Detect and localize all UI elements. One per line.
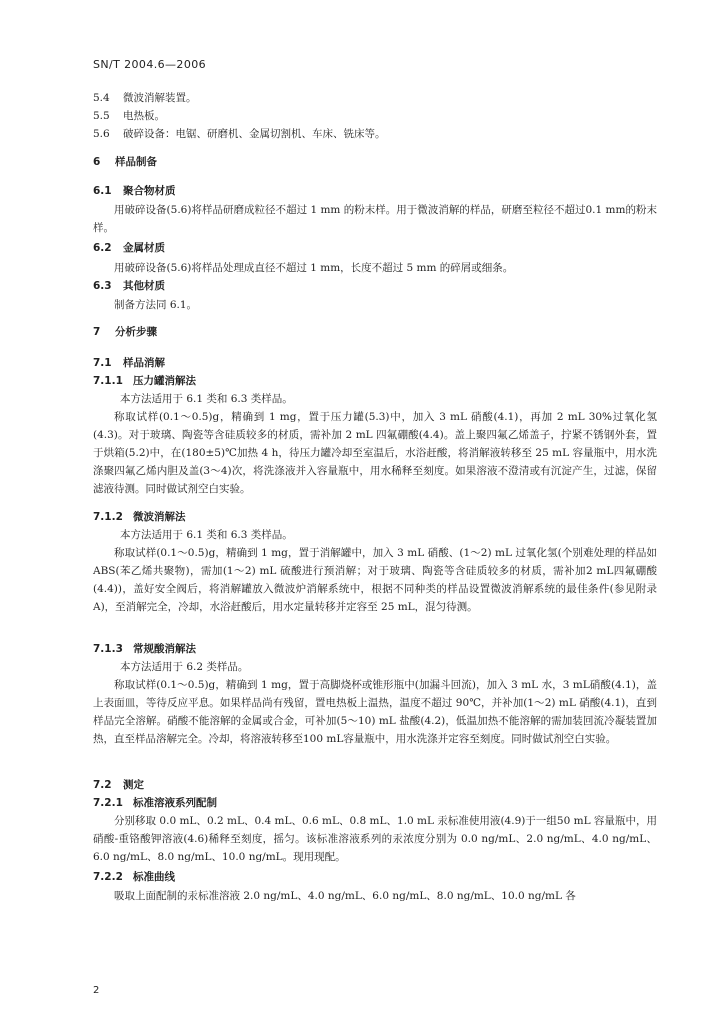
subsection-heading: [93, 279, 165, 293]
section-number: 7.2.1: [93, 797, 123, 809]
paragraph: 分别移取 0.0 mL、0.2 mL、0.4 mL、0.6 mL、0.8 mL、1.0 mL 汞标准使用液(4.9)于一组50 mL 容量瓶中，用硝酸-重铬酸钾溶液(4.6)稀释至刻度，摇匀。该标准溶液系列的汞浓度分别为 0.0 ng/mL、2.0 ng/mL、4.0 ng/mL、6.0 ng/mL、8.0 ng/mL、10.0 ng/mL。现用现配。: [93, 815, 657, 863]
section-title: 标准曲线: [133, 871, 175, 883]
item-number: 5.5: [93, 110, 110, 122]
subsection-heading: [93, 870, 175, 884]
section-title: 标准溶液系列配制: [133, 797, 217, 809]
section-number: 6.1: [93, 185, 112, 197]
section-title: 样品制备: [115, 156, 157, 168]
list-item: [93, 91, 197, 105]
item-text: 电热板。: [123, 110, 165, 122]
subsection-heading: [93, 241, 165, 255]
standard-code-header: SN/T 2004.6—2006: [93, 58, 207, 71]
item-text: 微波消解装置。: [123, 92, 197, 104]
list-item: [93, 109, 165, 123]
item-number: 5.4: [93, 92, 110, 104]
subsection-heading: [93, 374, 196, 388]
section-title: 微波消解法: [133, 511, 186, 523]
paragraph: 吸取上面配制的汞标准溶液 2.0 ng/mL、4.0 ng/mL、6.0 ng/mL、8.0 ng/mL、10.0 ng/mL 各: [114, 890, 576, 902]
page-number: 2: [93, 985, 100, 996]
section-number: 6: [93, 156, 101, 168]
subsection-heading: [93, 796, 217, 810]
paragraph: 用破碎设备(5.6)将样品处理成直径不超过 1 mm，长度不超过 5 mm 的碎屑或细条。: [114, 262, 514, 274]
subsection-heading: [93, 510, 186, 524]
item-text: 破碎设备：电锯、研磨机、金属切割机、车床、铣床等。: [123, 128, 386, 140]
section-number: 6.3: [93, 280, 112, 292]
section-title: 分析步骤: [115, 326, 157, 338]
subsection-heading: [93, 642, 196, 656]
scope-note: 本方法适用于 6.1 类和 6.3 类样品。: [120, 529, 293, 541]
paragraph: 制备方法同 6.1。: [114, 299, 198, 311]
section-heading: [93, 155, 157, 169]
section-title: 测定: [123, 779, 144, 791]
section-number: 7.1.1: [93, 375, 123, 387]
section-heading: [93, 325, 157, 339]
paragraph: 称取试样(0.1～0.5)g，精确到 1 mg，置于压力罐(5.3)中，加入 3 mL 硝酸(4.1)，再加 2 mL 30%过氧化氢(4.3)。对于玻璃、陶瓷等含硅质较多的材质，需补加 2 mL 四氟硼酸(4.4)。盖上聚四氟乙烯盖子，拧紧不锈钢外套，置于烘箱(5.2)中，在(180±5)℃加热 4 h，待压力罐冷却至室温后，水浴赶酸，将消解液转移至 25 mL 容量瓶中，用水洗涤聚四氟乙烯内胆及盖(3～4)次，将洗涤液并入容量瓶中，用水稀释至刻度。如果溶液不澄清或有沉淀产生，过滤，保留滤液待测。同时做试剂空白实验。: [93, 411, 657, 495]
scope-note: 本方法适用于 6.2 类样品。: [120, 661, 249, 673]
subsection-heading: [93, 778, 144, 792]
section-title: 其他材质: [123, 280, 165, 292]
scope-note: 本方法适用于 6.1 类和 6.3 类样品。: [120, 393, 293, 405]
subsection-heading: [93, 356, 165, 370]
paragraph: 称取试样(0.1～0.5)g，精确到 1 mg，置于消解罐中，加入 3 mL 硝酸、(1～2) mL 过氧化氢(个别难处理的样品如 ABS(苯乙烯共聚物)，需加(1～2) mL 硫酸进行预消解；对于玻璃、陶瓷等含硅质较多的材质，需补加2 mL四氟硼酸(4.4))，盖好安全阀后，将消解罐放入微波炉消解系统中，根据不同种类的样品设置微波消解系统的最佳条件(参见附录 A)，至消解完全，冷却，水浴赶酸后，用水定量转移并定容至 25 mL，混匀待测。: [93, 547, 657, 613]
item-number: 5.6: [93, 128, 110, 140]
section-title: 金属材质: [123, 242, 165, 254]
paragraph: 用破碎设备(5.6)将样品研磨成粒径不超过 1 mm 的粉末样。用于微波消解的样品，研磨至粒径不超过0.1 mm的粉末样。: [93, 204, 657, 234]
section-number: 7.2: [93, 779, 112, 791]
section-number: 7: [93, 326, 101, 338]
section-title: 样品消解: [123, 357, 165, 369]
section-title: 压力罐消解法: [133, 375, 196, 387]
paragraph: 称取试样(0.1～0.5)g，精确到 1 mg，置于高脚烧杯或锥形瓶中(加漏斗回流)，加入 3 mL 水，3 mL硝酸(4.1)，盖上表面皿，等待反应平息。如果样品尚有残留，置电热板上温热，温度不超过 90℃，并补加(1～2) mL 硝酸(4.1)，直到样品完全溶解。硝酸不能溶解的金属或合金，可补加(5～10) mL 盐酸(4.2)，低温加热不能溶解的需加装回流冷凝装置加热，直至样品溶解完全。冷却，将溶液转移至100 mL容量瓶中，用水洗涤并定容至刻度。同时做试剂空白实验。: [93, 679, 657, 745]
section-title: 常规酸消解法: [133, 643, 196, 655]
section-number: 6.2: [93, 242, 112, 254]
section-number: 7.2.2: [93, 871, 123, 883]
section-number: 7.1.2: [93, 511, 123, 523]
subsection-heading: [93, 184, 176, 198]
section-number: 7.1: [93, 357, 112, 369]
section-title: 聚合物材质: [123, 185, 176, 197]
section-number: 7.1.3: [93, 643, 123, 655]
list-item: [93, 127, 386, 141]
